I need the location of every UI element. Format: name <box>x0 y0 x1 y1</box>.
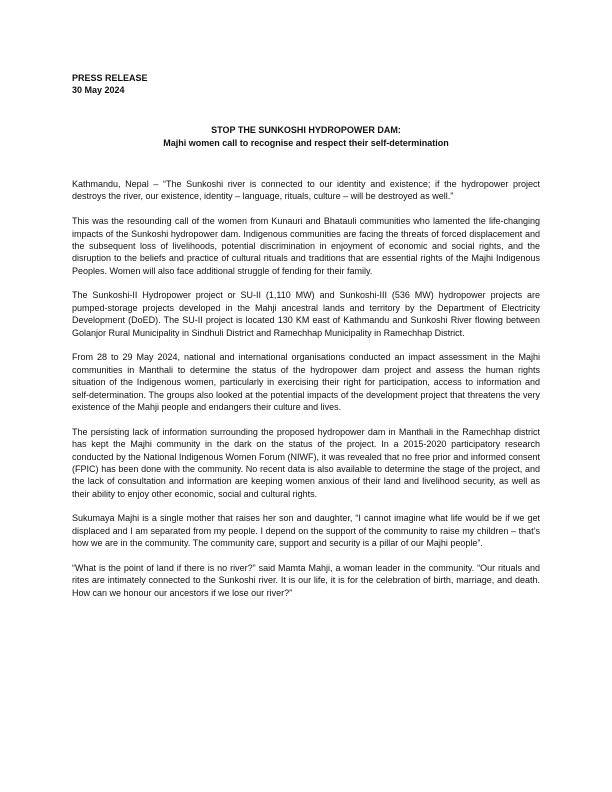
title-block <box>72 124 540 149</box>
document-page <box>72 72 540 611</box>
headline: STOP THE SUNKOSHI HYDROPOWER DAM: <box>211 125 401 135</box>
paragraph: From 28 to 29 May 2024, national and international organisations conducted an impact assessment in the Majhi communities in Manthali to determine the status of the hydropower dam project and assess the human rights situation of the Indigenous women, particularly in exercising their right for participation, access to information and self-determination. The groups also looked at the potential impacts of the development project that threatens the very existence of the Mahji people and endangers their culture and lives. <box>72 352 540 412</box>
paragraph: Sukumaya Majhi is a single mother that raises her son and daughter, “I cannot imagine what life would be if we get displaced and I am separated from my people. I depend on the support of the community to raise my children – that’s how we are in the community. The community care, support and security is a pillar of our Majhi people”. <box>72 513 540 549</box>
paragraph: This was the resounding call of the women from Kunauri and Bhatauli communities who lamented the life-changing impacts of the Sunkoshi hydropower dam. Indigenous communities are facing the threats of forced displacement and the subsequent loss of livelihoods, potential discrimination in enjoyment of economic and social rights, and the disruption to the beliefs and practice of cultural rituals and traditions that are essential rights of the Majhi Indigenous Peoples. Women will also face additional struggle of fending for their family. <box>72 216 540 276</box>
paragraph: The Sunkoshi-II Hydropower project or SU-II (1,110 MW) and Sunkoshi-III (536 MW) hydropower projects are pumped-storage projects developed in the Mahji ancestral lands and territory by the Department of Electricity Development (DoED). The SU-II project is located 130 KM east of Kathmandu and Sunkoshi River flowing between Golanjor Rural Municipality in Sindhuli District and Ramechhap Municipality in Ramechhap District. <box>72 290 540 338</box>
paragraph: “What is the point of land if there is no river?” said Mamta Mahji, a woman leader in the community. “Our rituals and rites are intimately connected to the Sunkoshi river. It is our life, it is for the celebration of birth, marriage, and death. How can we honour our ancestors if we lose our river?” <box>72 562 540 598</box>
release-date: 30 May 2024 <box>72 85 125 95</box>
body-text <box>72 178 540 599</box>
paragraph: The persisting lack of information surrounding the proposed hydropower dam in Manthali in the Ramechhap district has kept the Majhi community in the dark on the status of the project. In a 2015-2020 participatory research conducted by the National Indigenous Women Forum (NIWF), it was revealed that no free prior and informed consent (FPIC) has been done with the community. No recent data is also available to determine the stage of the project, and the lack of consultation and information are keeping women anxious of their land and livelihood security, as well as their ability to enjoy other economic, social and cultural rights. <box>72 426 540 499</box>
subheadline: Majhi women call to recognise and respect their self-determination <box>163 137 449 148</box>
press-release-label: PRESS RELEASE <box>72 73 148 83</box>
paragraph: Kathmandu, Nepal – “The Sunkoshi river is connected to our identity and existence; if the hydropower project destroys the river, our existence, identity – language, rituals, culture – will be destroyed as well.” <box>72 179 540 202</box>
